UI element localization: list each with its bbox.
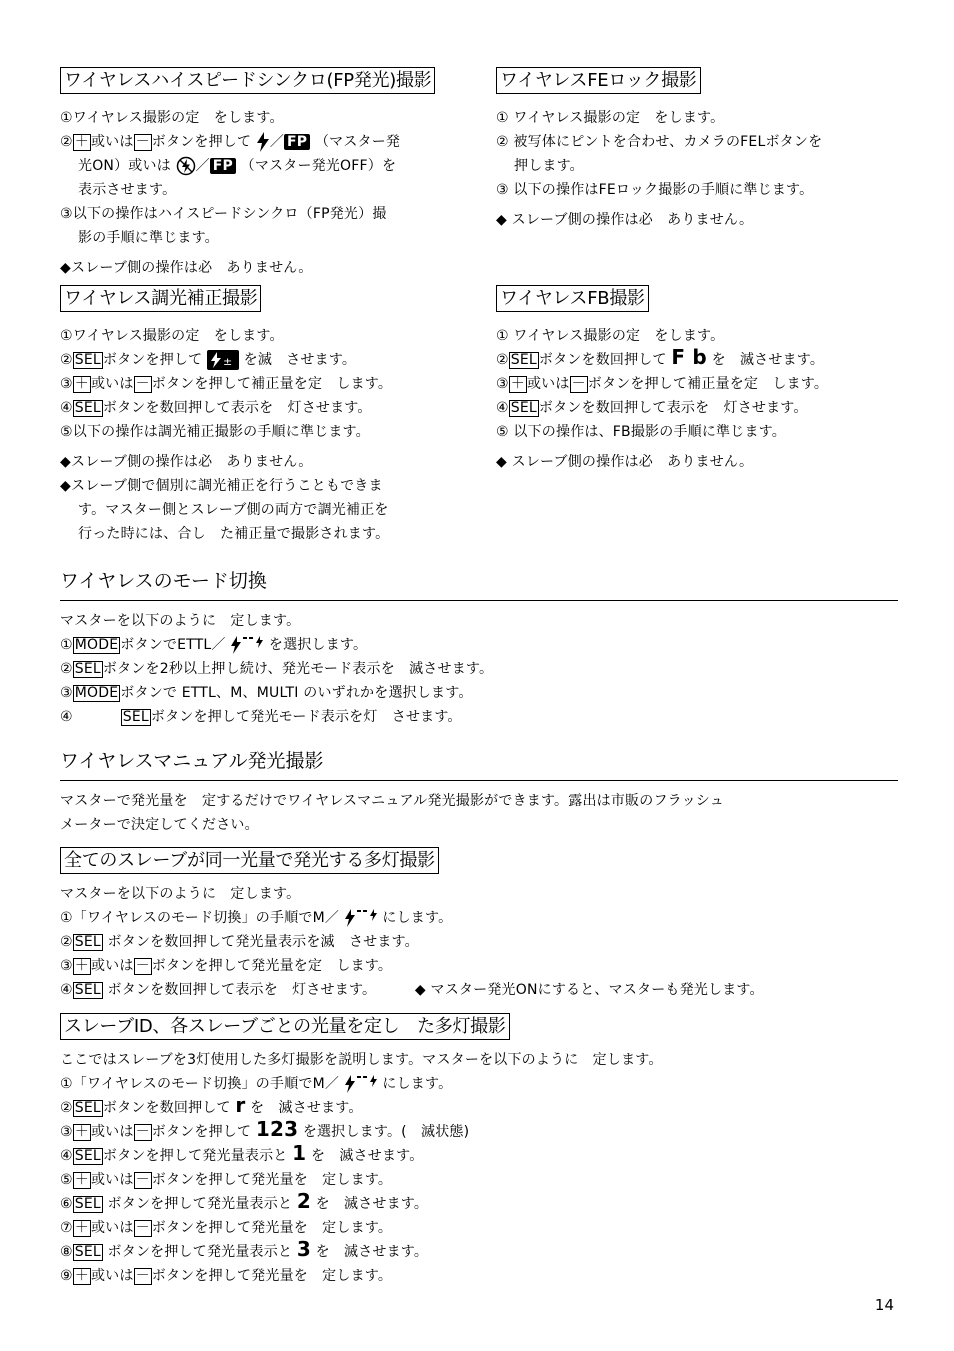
highspeed-step3-cont: 影の手順に準じます。 (78, 230, 219, 246)
fb-step2: ② SEL ボタンを数回押して F b を 滅させます。 (496, 345, 825, 369)
plus-key: ＋ (74, 1268, 89, 1284)
slaveid-step4: ④ SEL ボタンを押して発光量表示と 1 を 滅させます。 (60, 1141, 424, 1165)
highspeed-step1: ①ワイヤレス撮影の定 をします。 (60, 110, 284, 126)
plus-key: ＋ (74, 1220, 89, 1236)
slaveid-title: スレーブID、各スレーブごとの光量を定し た多灯撮影 (60, 1013, 510, 1040)
felock-step2-cont: 押します。 (514, 158, 584, 174)
minus-key: － (135, 958, 150, 974)
wireless-flash-icon (344, 1074, 378, 1094)
sel-key: SEL (74, 1244, 101, 1260)
manual-text-2: メーターで決定してください。 (60, 817, 259, 833)
plus-key: ＋ (74, 376, 89, 392)
minus-key: － (135, 134, 150, 150)
minus-key: － (135, 1124, 150, 1140)
manual-title: ワイヤレスマニュアル発光撮影 (60, 748, 898, 781)
page-number: 14 (874, 1296, 894, 1314)
same-note: ◆ マスター発光ONにすると、マスターも発光します。 (414, 982, 764, 998)
felock-step2: ② 被写体にピントを合わせ、カメラのFELボタンを (496, 134, 823, 150)
fec-note2-cont1: す。マスター側とスレーブ側の両方で調光補正を (78, 502, 389, 518)
wireless-flash-icon (230, 635, 264, 655)
slave-1-glyph: 1 (292, 1141, 307, 1165)
slave-123-glyph: 123 (255, 1117, 299, 1141)
felock-step1: ① ワイヤレス撮影の定 をします。 (496, 110, 725, 126)
fec-note2: ◆スレーブ側で個別に調光補正を行うこともできま (60, 478, 383, 494)
section-highspeed (60, 67, 460, 280)
mode-step4: ④ SEL ボタンを押して発光モード表示を灯 させます。 (60, 709, 462, 725)
same-intro: マスターを以下のように 定します。 (60, 886, 301, 902)
section-slave-id (60, 1013, 898, 1288)
minus-key: － (135, 1220, 150, 1236)
fb-step3: ③ ＋ 或いは － ボタンを押して補正量を定 します。 (496, 376, 829, 392)
mode-title: ワイヤレスのモード切換 (60, 568, 898, 601)
plus-key: ＋ (74, 1172, 89, 1188)
fb-display-glyph: F b (671, 345, 707, 369)
flash-bolt-icon (256, 132, 270, 152)
same-step4: ④ SEL ボタンを数回押して表示を 灯させます。 ◆ マスター発光ONにすると、マスターも発光します。 (60, 982, 764, 998)
manual-text-1: マスターで発光量を 定するだけでワイヤレスマニュアル発光撮影ができます。露出は市販のフラッシュ (60, 793, 724, 809)
slave-3-glyph: 3 (296, 1237, 311, 1261)
sel-key: SEL (74, 352, 101, 368)
plus-key: ＋ (74, 134, 89, 150)
section-fb (496, 285, 896, 474)
fb-step5: ⑤ 以下の操作は、FB撮影の手順に準じます。 (496, 424, 786, 440)
sel-key: SEL (74, 1100, 101, 1116)
plus-key: ＋ (74, 1124, 89, 1140)
minus-key: － (135, 1172, 150, 1188)
slaveid-step8: ⑧ SEL ボタンを押して発光量表示と 3 を 滅させます。 (60, 1237, 429, 1261)
sel-key: SEL (74, 1148, 101, 1164)
fec-note1: ◆スレーブ側の操作は必 ありません。 (60, 454, 313, 470)
fec-note2-cont2: 行った時には、合し た補正量で撮影されます。 (78, 526, 390, 542)
mode-step1: ① MODE ボタンでETTL／ を選択します。 (60, 637, 368, 653)
same-title: 全てのスレーブが同一光量で発光する多灯撮影 (60, 847, 439, 874)
slaveid-step5: ⑤ ＋ 或いは － ボタンを押して発光量を 定します。 (60, 1172, 393, 1188)
same-step3: ③ ＋ 或いは － ボタンを押して発光量を定 します。 (60, 958, 393, 974)
felock-title: ワイヤレスFEロック撮影 (496, 67, 701, 94)
svg-text:±: ± (222, 355, 233, 368)
fb-note: ◆ スレーブ側の操作は必 ありません。 (496, 454, 754, 470)
slaveid-step1: ①「ワイヤレスのモード切換」の手順でM／ にします。 (60, 1076, 453, 1092)
slaveid-step9: ⑨ ＋ 或いは － ボタンを押して発光量を 定します。 (60, 1268, 393, 1284)
sel-key: SEL (74, 934, 101, 950)
mode-step3: ③ MODE ボタンで ETTL、M、MULTI のいずれかを選択します。 (60, 685, 473, 701)
slave-2-glyph: 2 (296, 1189, 311, 1213)
sel-key: SEL (74, 661, 101, 677)
mode-key: MODE (74, 637, 119, 653)
fec-step3: ③ ＋ 或いは － ボタンを押して補正量を定 します。 (60, 376, 393, 392)
mode-intro: マスターを以下のように 定します。 (60, 613, 301, 629)
section-mode (60, 568, 898, 729)
same-step2: ② SEL ボタンを数回押して発光量表示を滅 させます。 (60, 934, 419, 950)
flash-off-icon (176, 156, 196, 176)
section-felock (496, 67, 896, 232)
felock-step3: ③ 以下の操作はFEロック撮影の手順に準じます。 (496, 182, 814, 198)
minus-key: － (135, 376, 150, 392)
fp-icon: FP (284, 134, 310, 150)
highspeed-step2-cont: 光ON）或いは ／ FP （マスター発光OFF）を (78, 158, 397, 174)
fec-step5: ⑤以下の操作は調光補正撮影の手順に準じます。 (60, 424, 370, 440)
fb-title: ワイヤレスFB撮影 (496, 285, 649, 312)
section-manual (60, 748, 898, 837)
flash-exposure-comp-icon (207, 350, 239, 370)
sel-key: SEL (510, 400, 537, 416)
highspeed-title: ワイヤレスハイスピードシンクロ(FP発光)撮影 (60, 67, 435, 94)
slave-r-glyph: r (235, 1093, 246, 1117)
plus-key: ＋ (510, 376, 525, 392)
slaveid-step2: ② SEL ボタンを数回押して r を 滅させます。 (60, 1093, 363, 1117)
sel-key: SEL (74, 400, 101, 416)
highspeed-step3: ③以下の操作はハイスピードシンクロ（FP発光）撮 (60, 206, 387, 222)
sel-key: SEL (510, 352, 537, 368)
fb-step1: ① ワイヤレス撮影の定 をします。 (496, 328, 725, 344)
slaveid-step7: ⑦ ＋ 或いは － ボタンを押して発光量を 定します。 (60, 1220, 393, 1236)
highspeed-note: ◆スレーブ側の操作は必 ありません。 (60, 260, 313, 276)
plus-key: ＋ (74, 958, 89, 974)
fec-step2: ② SEL ボタンを押して ± を滅 させます。 (60, 352, 357, 368)
fec-step4: ④ SEL ボタンを数回押して表示を 灯させます。 (60, 400, 372, 416)
felock-note: ◆ スレーブ側の操作は必 ありません。 (496, 212, 754, 228)
section-same-output (60, 847, 898, 1002)
fb-step4: ④ SEL ボタンを数回押して表示を 灯させます。 (496, 400, 808, 416)
minus-key: － (571, 376, 586, 392)
mode-key: MODE (74, 685, 119, 701)
fp-icon-2: FP (210, 158, 236, 174)
wireless-flash-icon (344, 908, 378, 928)
section-fec (60, 285, 460, 546)
highspeed-step2: ② ＋ 或いは － ボタンを押して ／ FP （マスター発 (60, 134, 401, 150)
sel-key: SEL (74, 1196, 101, 1212)
sel-key: SEL (74, 982, 101, 998)
sel-key: SEL (122, 709, 149, 725)
fec-title: ワイヤレス調光補正撮影 (60, 285, 261, 312)
highspeed-step2-end: 表示させます。 (78, 182, 177, 198)
same-step1: ①「ワイヤレスのモード切換」の手順でM／ にします。 (60, 910, 453, 926)
slaveid-step3: ③ ＋ 或いは － ボタンを押して 123 を選択します。( 滅状態) (60, 1117, 470, 1141)
slaveid-intro: ここではスレーブを3灯使用した多灯撮影を説明します。マスターを以下のように 定します。 (60, 1052, 663, 1068)
minus-key: － (135, 1268, 150, 1284)
slaveid-step6: ⑥ SEL ボタンを押して発光量表示と 2 を 滅させます。 (60, 1189, 429, 1213)
mode-step2: ② SEL ボタンを2秒以上押し続け、発光モード表示を 滅させます。 (60, 661, 494, 677)
fec-step1: ①ワイヤレス撮影の定 をします。 (60, 328, 284, 344)
